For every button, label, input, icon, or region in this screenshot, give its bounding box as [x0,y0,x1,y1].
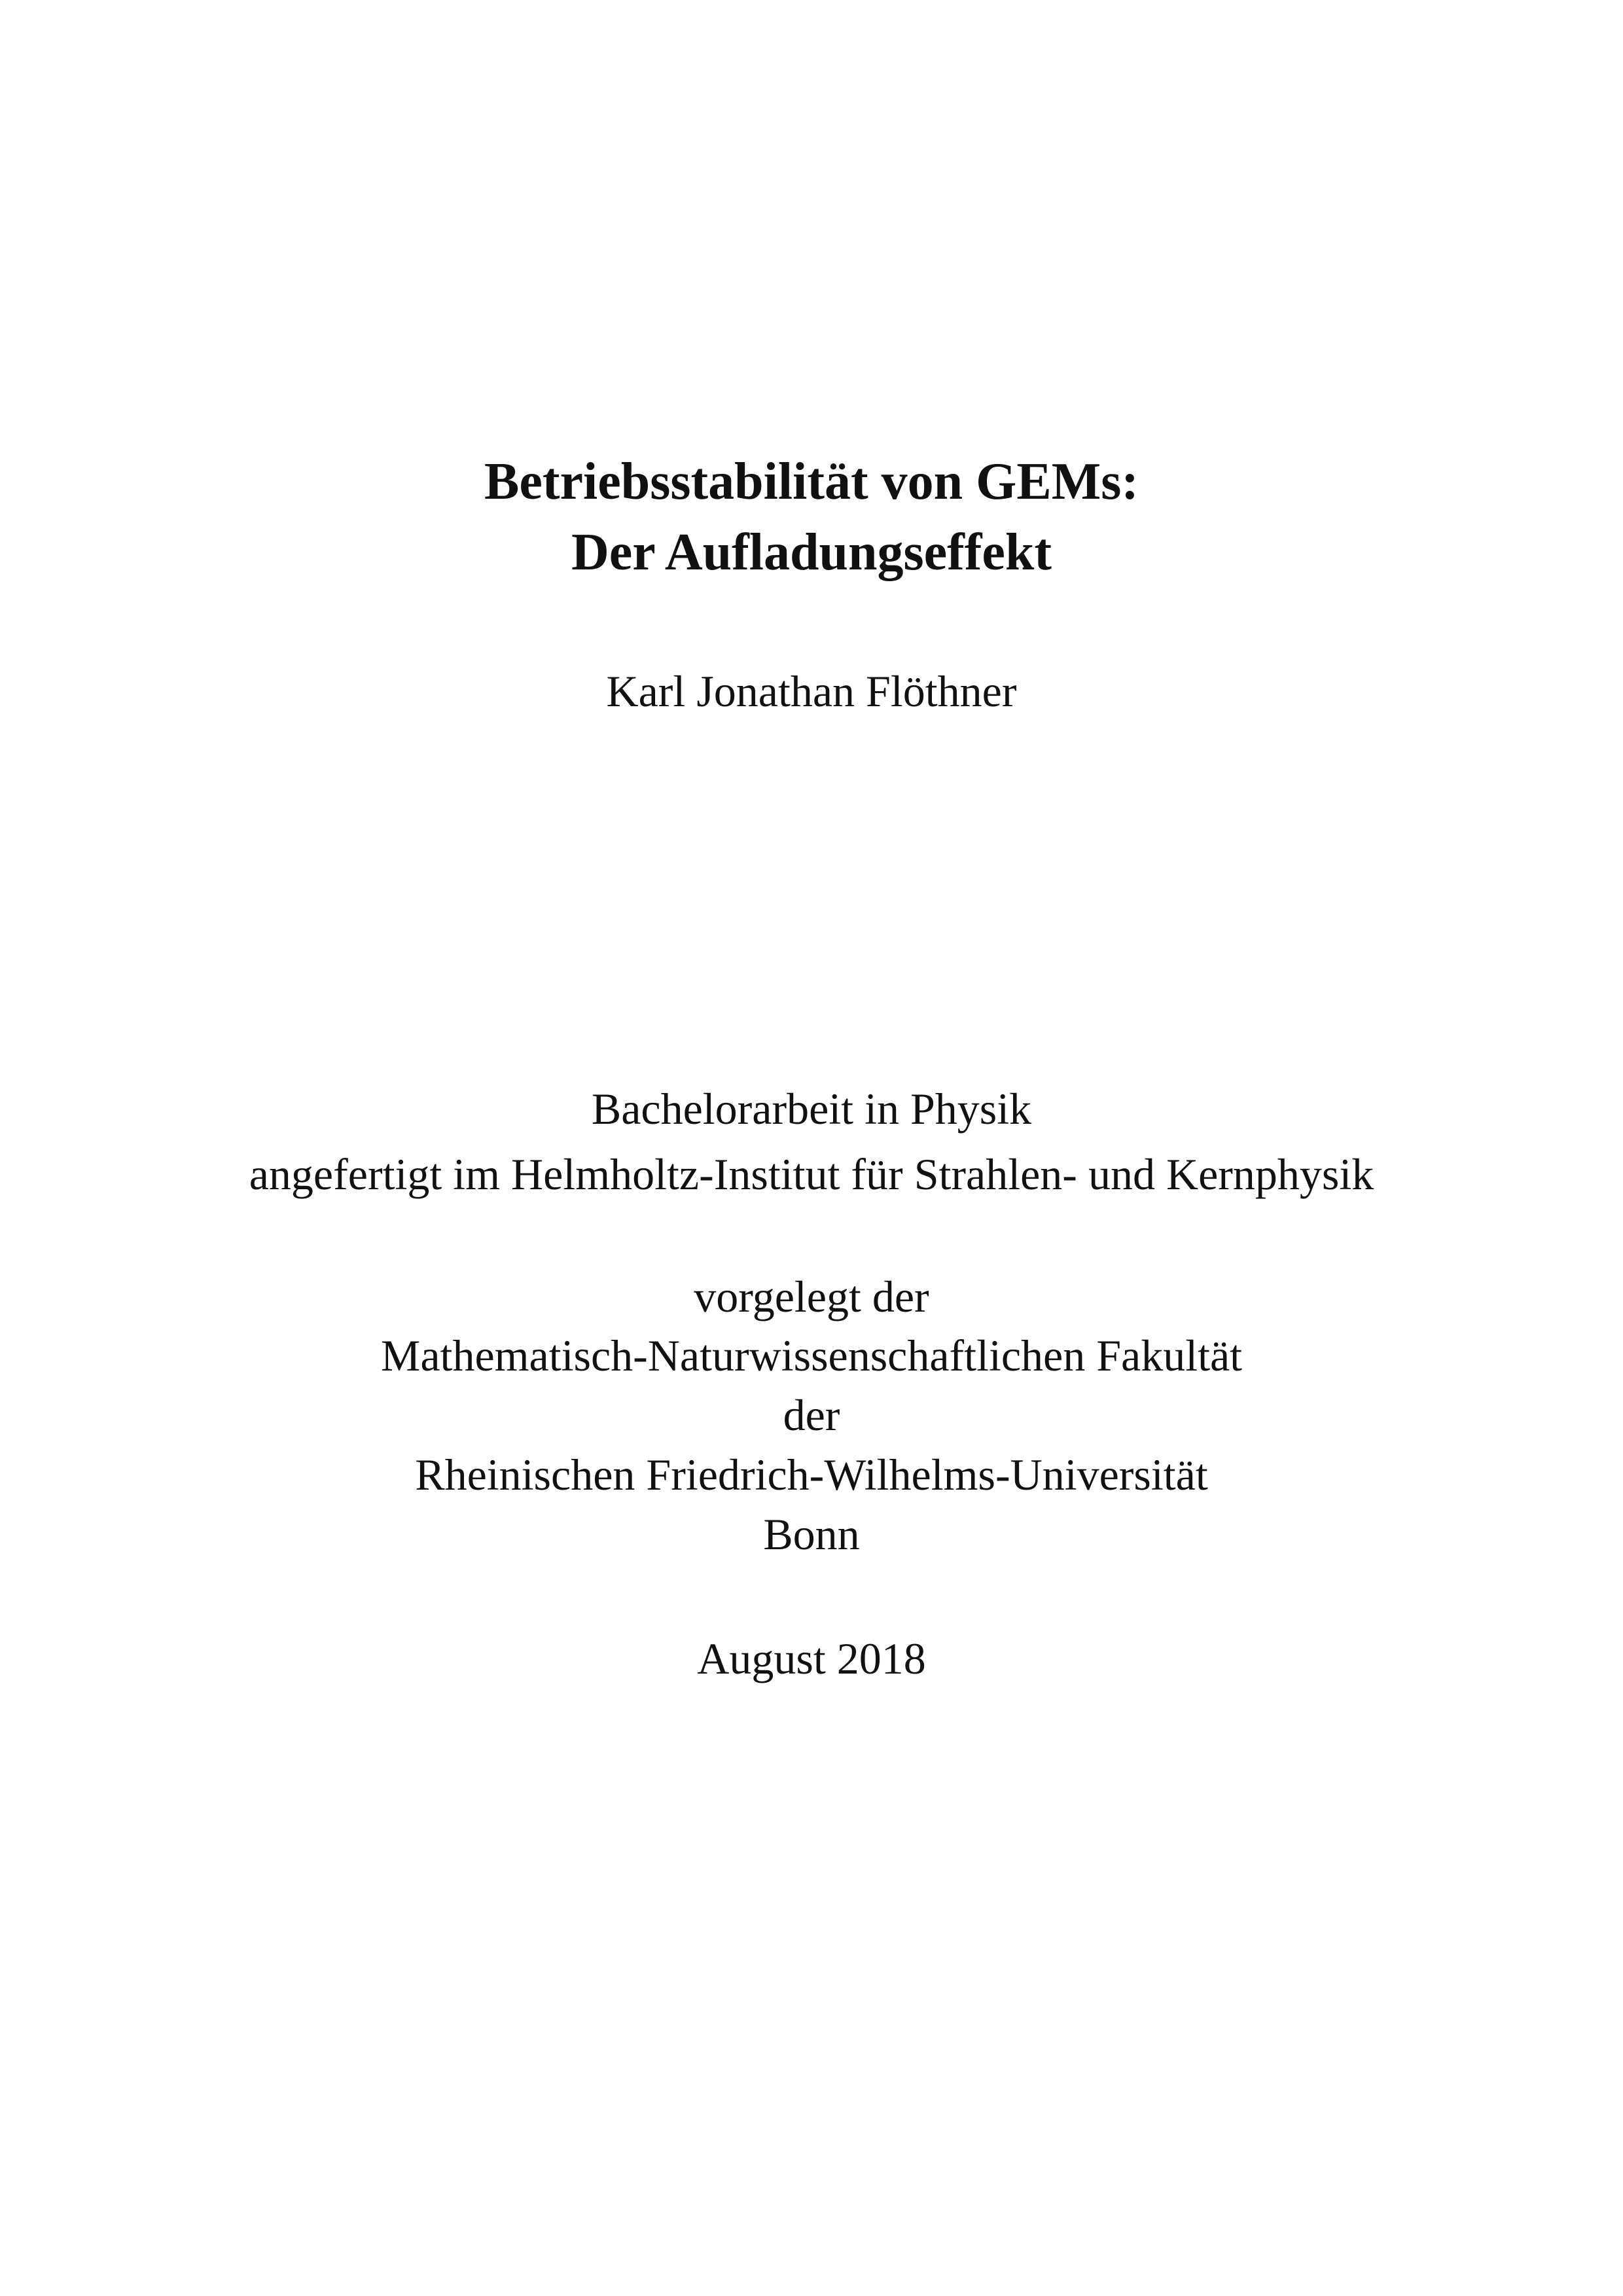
submission-date: August 2018 [697,1634,926,1683]
university-name: Rheinischen Friedrich-Wilhelms-Universität [415,1450,1208,1499]
thesis-institute: angefertigt im Helmholtz-Institut für Strahlen- und Kernphysik [249,1149,1374,1199]
faculty-name: Mathematisch-Naturwissenschaftlichen Fakultät [380,1331,1243,1380]
submission-line-3: der [783,1390,840,1440]
thesis-type: Bachelorarbeit in Physik [591,1084,1032,1134]
thesis-title-line-1: Betriebsstabilität von GEMs: [484,453,1139,511]
thesis-title-line-2: Der Aufladungseffekt [571,524,1052,581]
submission-line-1: vorgelegt der [694,1272,929,1321]
city-name: Bonn [763,1509,860,1559]
author-name: Karl Jonathan Flöthner [606,666,1017,716]
